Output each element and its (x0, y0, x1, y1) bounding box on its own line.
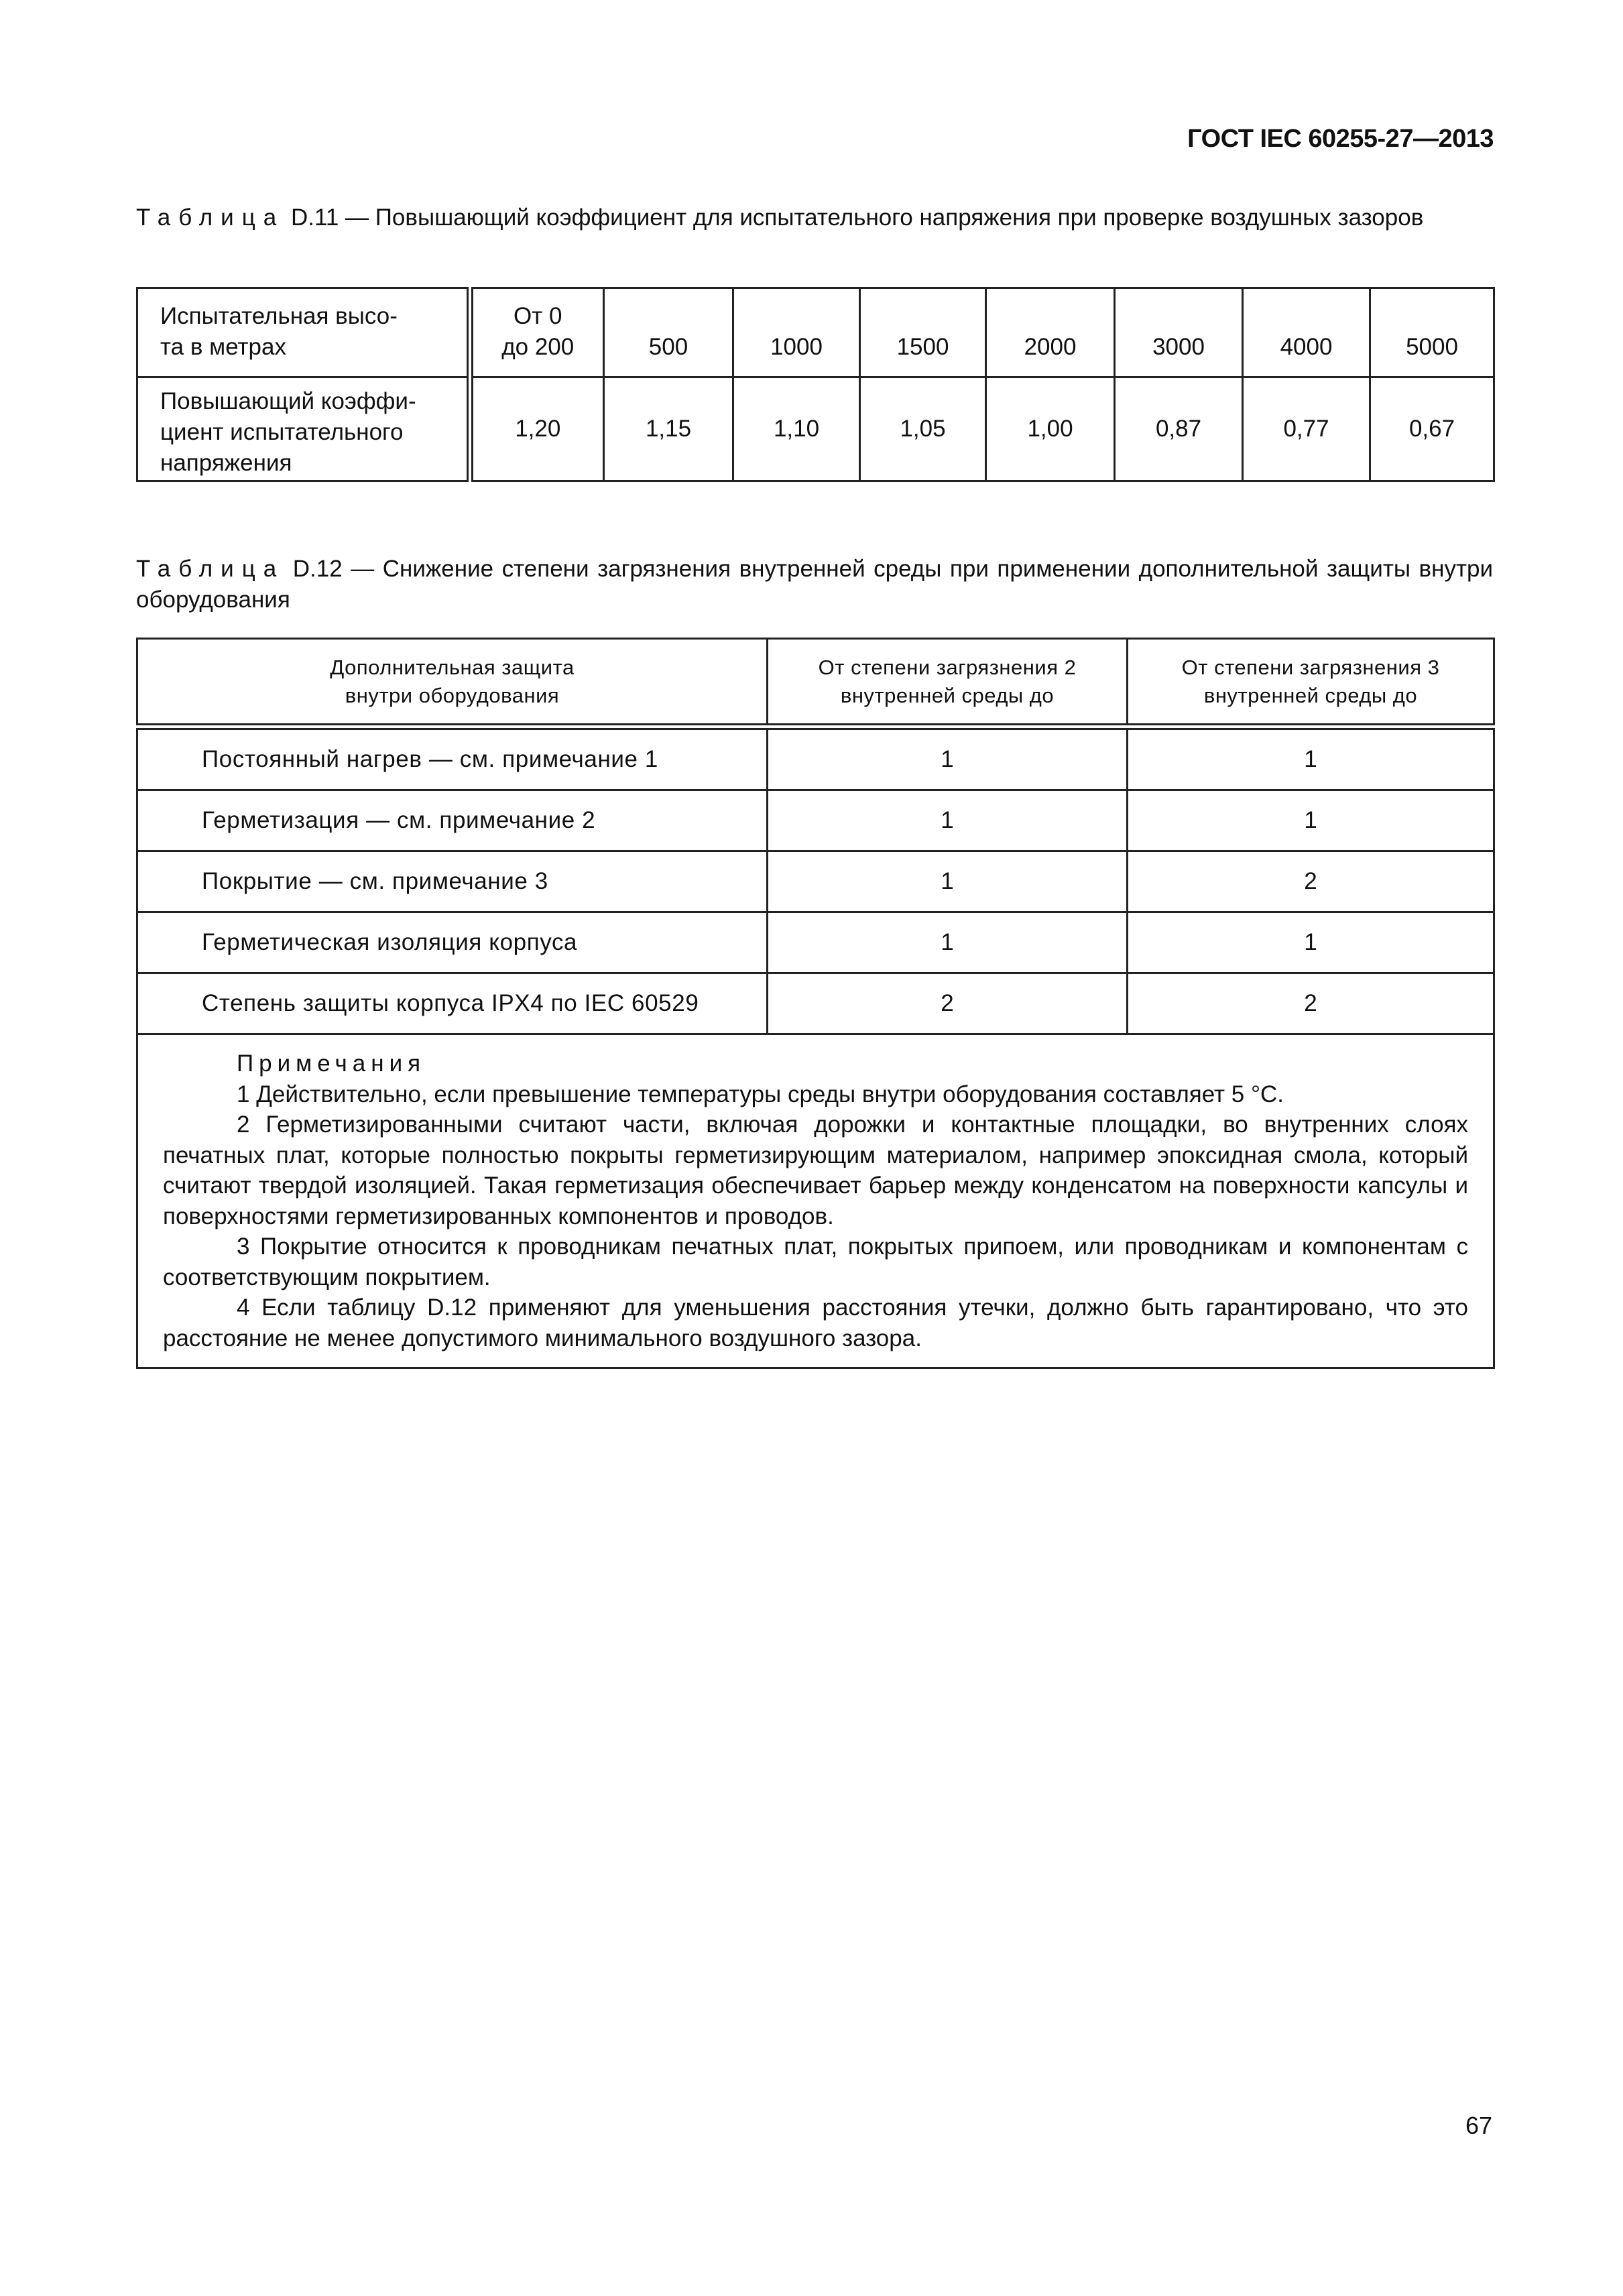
table-row (137, 377, 1494, 481)
degree-from-3-cell: 1 (1128, 912, 1494, 973)
row-header-altitude (137, 288, 470, 377)
page-number: 67 (1465, 2112, 1492, 2139)
degree-from-2-cell: 2 (768, 973, 1128, 1034)
notes-block (137, 1034, 1494, 1368)
degree-from-2-cell: 1 (768, 727, 1128, 790)
factor-cell: 1,15 (604, 377, 733, 481)
column-header-protection (137, 639, 768, 727)
caption-text: D.12 — Снижение степени загрязнения внутренней среды при применении дополнительной защиты внутри оборудования (136, 556, 1493, 613)
notes-row (137, 1034, 1494, 1368)
altitude-cell: 1000 (733, 288, 860, 377)
column-header-line: внутренней среды до (1203, 683, 1418, 707)
row-header-line: Повышающий коэффи- (160, 388, 416, 414)
row-header-line: Испытательная высо- (160, 303, 398, 329)
column-header-line: внутренней среды до (840, 683, 1055, 707)
degree-from-3-cell: 1 (1128, 790, 1494, 851)
table-row (137, 288, 1494, 377)
column-header-line: От степени загрязнения 3 (1181, 655, 1440, 679)
column-header-line: От степени загрязнения 2 (818, 655, 1077, 679)
table-row (137, 973, 1494, 1034)
factor-cell: 1,10 (733, 377, 860, 481)
factor-cell: 0,87 (1115, 377, 1243, 481)
table-header-row (137, 639, 1494, 727)
row-header-line: та в метрах (160, 334, 286, 360)
degree-from-3-cell: 2 (1128, 851, 1494, 912)
table-row (137, 851, 1494, 912)
note-item: 1 Действительно, если превышение температуры среды внутри оборудования составляет 5 °С. (237, 1081, 1284, 1107)
altitude-cell: 5000 (1370, 288, 1494, 377)
protection-label: Герметизация — см. примечание 2 (137, 790, 768, 851)
altitude-cell: 2000 (986, 288, 1115, 377)
row-header-line: циент испытательного (160, 419, 404, 445)
table-d11-caption (136, 202, 1493, 233)
table-row (137, 790, 1494, 851)
degree-from-3-cell: 1 (1128, 727, 1494, 790)
factor-cell: 1,05 (860, 377, 986, 481)
note-item: 2 Герметизированными считают части, включая дорожки и контактные площадки, во внутренних слоях печатных плат, которые полностью покрыты герметизирующим материалом, например эпоксидная смола, который считают твердой изоляцией. Такая герметизация обеспечивает барьер между конденсатом на поверхности капсулы и поверхностями герметизированных компонентов и проводов. (163, 1111, 1468, 1229)
row-header-factor (137, 377, 470, 481)
altitude-cell: 1500 (860, 288, 986, 377)
altitude-cell: 4000 (1243, 288, 1370, 377)
altitude-cell (470, 288, 604, 377)
protection-label: Постоянный нагрев — см. примечание 1 (137, 727, 768, 790)
table-row (137, 912, 1494, 973)
protection-label: Покрытие — см. примечание 3 (137, 851, 768, 912)
altitude-cell: 3000 (1115, 288, 1243, 377)
degree-from-3-cell: 2 (1128, 973, 1494, 1034)
column-header-line: Дополнительная защита (330, 655, 575, 679)
caption-text: D.11 — Повышающий коэффициент для испытательного напряжения при проверке воздушных зазоров (290, 204, 1424, 231)
protection-label: Герметическая изоляция корпуса (137, 912, 768, 973)
protection-label: Степень защиты корпуса IPX4 по IEC 60529 (137, 973, 768, 1034)
factor-cell: 0,67 (1370, 377, 1494, 481)
table-d12-caption (136, 554, 1493, 615)
degree-from-2-cell: 1 (768, 790, 1128, 851)
caption-word: Таблица (136, 204, 285, 231)
note-item: 3 Покрытие относится к проводникам печатных плат, покрытых припоем, или проводникам и компонентам с соответствующим покрытием. (163, 1233, 1468, 1290)
column-header-line: внутри оборудования (345, 683, 560, 707)
degree-from-2-cell: 1 (768, 851, 1128, 912)
factor-cell: 0,77 (1243, 377, 1370, 481)
degree-from-2-cell: 1 (768, 912, 1128, 973)
notes-title: Примечания (237, 1050, 426, 1077)
table-row (137, 727, 1494, 790)
altitude-line: до 200 (501, 334, 575, 360)
altitude-line: От 0 (514, 303, 562, 329)
column-header-from-degree-2 (768, 639, 1128, 727)
document-code: ГОСТ IEC 60255-27—2013 (1187, 125, 1494, 153)
table-d12 (136, 638, 1495, 1369)
factor-cell: 1,20 (470, 377, 604, 481)
table-d11 (136, 287, 1495, 482)
row-header-line: напряжения (160, 450, 292, 476)
note-item: 4 Если таблицу D.12 применяют для уменьшения расстояния утечки, должно быть гарантировано, что это расстояние не менее допустимого минимального воздушного зазора. (163, 1294, 1468, 1351)
column-header-from-degree-3 (1128, 639, 1494, 727)
caption-word: Таблица (136, 556, 285, 582)
altitude-cell: 500 (604, 288, 733, 377)
factor-cell: 1,00 (986, 377, 1115, 481)
